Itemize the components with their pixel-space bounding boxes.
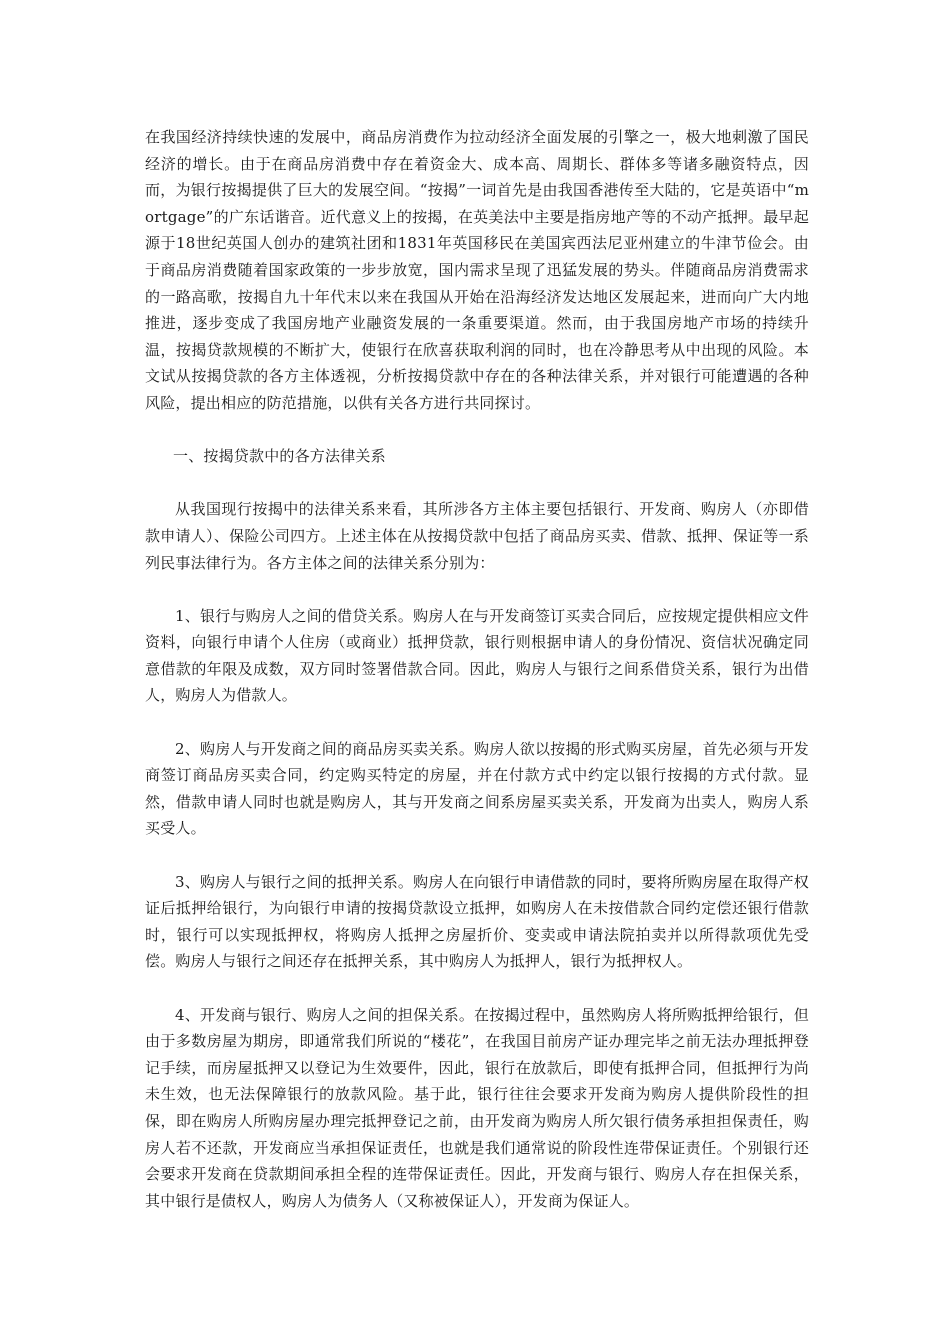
intro-paragraph: 在我国经济持续快速的发展中，商品房消费作为拉动经济全面发展的引擎之一，极大地刺激了国民经济的增长。由于在商品房消费中存在着资金大、成本高、周期长、群体多等诸多融资特点，因而，为银行按揭提供了巨大的发展空间。“按揭”一词首先是由我国香港传至大陆的，它是英语中“mortgage”的广东话谐音。近代意义上的按揭，在英美法中主要是指房地产等的不动产抵押。最早起源于18世纪英国人创办的建筑社团和1831年英国移民在美国宾西法尼亚州建立的牛津节俭会。由于商品房消费随着国家政策的一步步放宽，国内需求呈现了迅猛发展的势头。伴随商品房消费需求的一路高歌，按揭自九十年代末以来在我国从开始在沿海经济发达地区发展起来，进而向广大内地推进，逐步变成了我国房地产业融资发展的一条重要渠道。然而，由于我国房地产市场的持续升温，按揭贷款规模的不断扩大，使银行在欣喜获取利润的同时，也在冷静思考从中出现的风险。本文试从按揭贷款的各方主体透视，分析按揭贷款中存在的各种法律关系，并对银行可能遭遇的各种风险，提出相应的防范措施，以供有关各方进行共同探讨。 bbox=[145, 128, 809, 412]
item-4-paragraph: 4、开发商与银行、购房人之间的担保关系。在按揭过程中，虽然购房人将所购抵押给银行，但由于多数房屋为期房，即通常我们所说的“楼花”，在我国目前房产证办理完毕之前无法办理抵押登记手续，而房屋抵押又以登记为生效要件，因此，银行在放款后，即使有抵押合同，但抵押行为尚未生效，也无法保障银行的放款风险。基于此，银行往往会要求开发商为购房人提供阶段性的担保，即在购房人所购房屋办理完抵押登记之前，由开发商为购房人所欠银行债务承担担保责任，购房人若不还款，开发商应当承担保证责任，也就是我们通常说的阶段性连带保证责任。个别银行还会要求开发商在贷款期间承担全程的连带保证责任。因此，开发商与银行、购房人存在担保关系，其中银行是债权人，购房人为债务人（又称被保证人），开发商为保证人。 bbox=[145, 1005, 809, 1210]
item-2-paragraph: 2、购房人与开发商之间的商品房买卖关系。购房人欲以按揭的形式购买房屋，首先必须与开发商签订商品房买卖合同，约定购买特定的房屋，并在付款方式中约定以银行按揭的方式付款。显然，借款申请人同时也就是购房人，其与开发商之间系房屋买卖关系，开发商为出卖人，购房人系买受人。 bbox=[145, 739, 809, 838]
item-1-paragraph: 1、银行与购房人之间的借贷关系。购房人在与开发商签订买卖合同后，应按规定提供相应文件资料，向银行申请个人住房（或商业）抵押贷款，银行则根据申请人的身份情况、资信状况确定同意借款的年限及成数，双方同时签署借款合同。因此，购房人与银行之间系借贷关系，银行为出借人，购房人为借款人。 bbox=[145, 606, 809, 705]
document-page bbox=[145, 124, 809, 1241]
section-intro-paragraph: 从我国现行按揭中的法律关系来看，其所涉各方主体主要包括银行、开发商、购房人（亦即借款申请人）、保险公司四方。上述主体在从按揭贷款中包括了商品房买卖、借款、抵押、保证等一系列民事法律行为。各方主体之间的法律关系分别为： bbox=[145, 500, 809, 572]
item-3-paragraph: 3、购房人与银行之间的抵押关系。购房人在向银行申请借款的同时，要将所购房屋在取得产权证后抵押给银行，为向银行申请的按揭贷款设立抵押，如购房人在未按借款合同约定偿还银行借款时，银行可以实现抵押权，将购房人抵押之房屋折价、变卖或申请法院拍卖并以所得款项优先受偿。购房人与银行之间还存在抵押关系，其中购房人为抵押人，银行为抵押权人。 bbox=[145, 872, 809, 971]
section-heading: 一、按揭贷款中的各方法律关系 bbox=[173, 447, 386, 466]
